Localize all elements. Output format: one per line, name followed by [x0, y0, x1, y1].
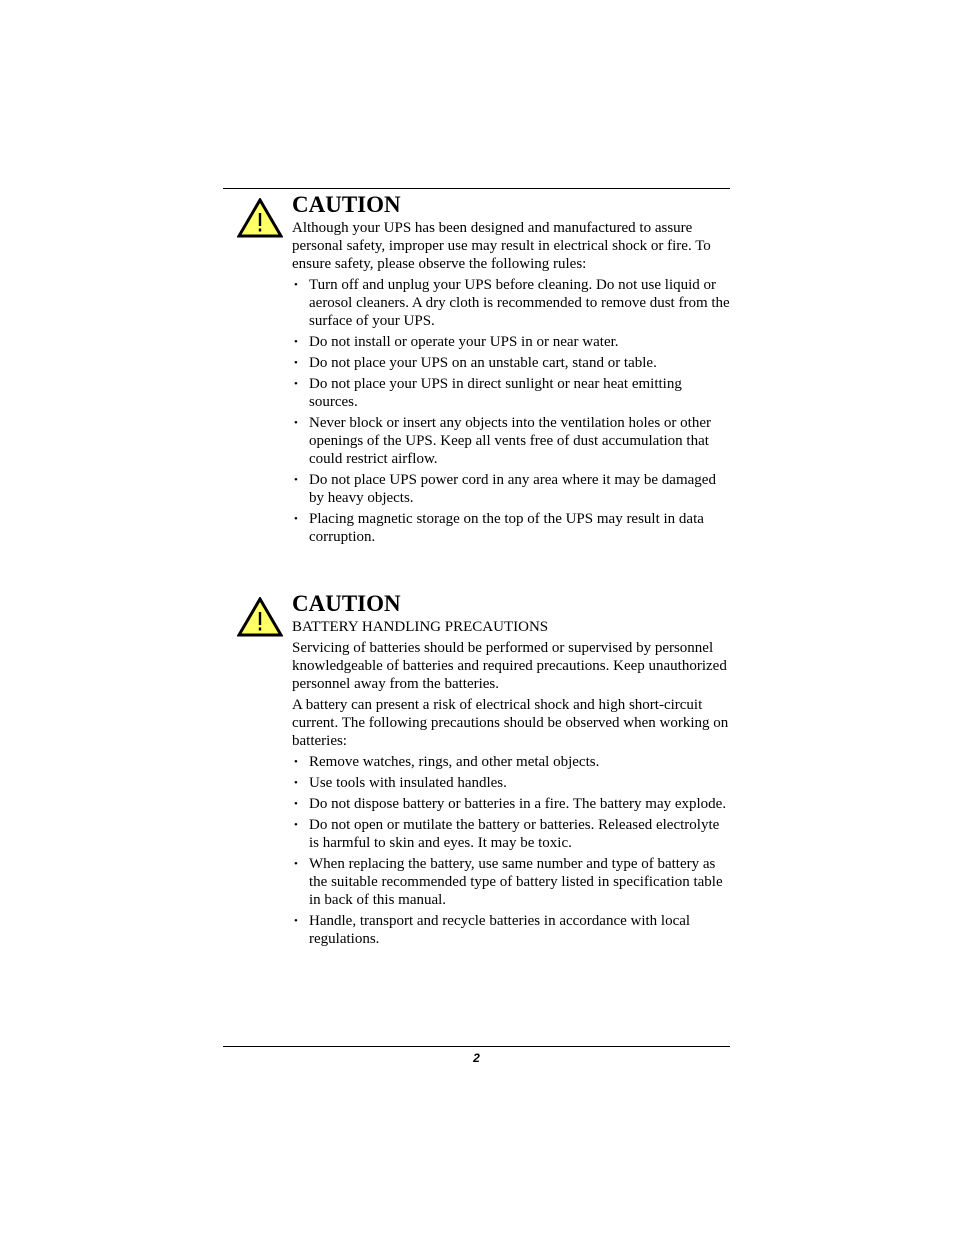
warning-triangle-icon [237, 597, 283, 637]
list-item: • Do not place UPS power cord in any area where it may be damaged by heavy objects. [294, 472, 716, 506]
list-item: • Do not place your UPS in direct sunlight or near heat emitting sources. [294, 376, 682, 410]
bottom-rule [223, 1046, 730, 1047]
caution-1-rules [292, 276, 732, 546]
caution-2-content [292, 589, 732, 951]
caution-1-content [292, 190, 732, 549]
bullet-icon: • [294, 858, 298, 870]
caution-2-subtitle: BATTERY HANDLING PRECAUTIONS [292, 619, 549, 635]
caution-1-title: CAUTION [292, 192, 401, 217]
bullet-icon: • [294, 474, 298, 486]
list-item: • Do not place your UPS on an unstable cart, stand or table. [294, 355, 657, 371]
bullet-icon: • [294, 819, 298, 831]
warning-triangle-icon [237, 198, 283, 238]
bullet-icon: • [294, 915, 298, 927]
bullet-icon: • [294, 756, 298, 768]
bullet-icon: • [294, 378, 298, 390]
bullet-icon: • [294, 357, 298, 369]
list-item: • Do not dispose battery or batteries in a fire. The battery may explode. [294, 796, 727, 812]
caution-2-paragraph-2: A battery can present a risk of electrical shock and high short-circuit current. The following precautions should be observed when working on batteries: [292, 697, 729, 749]
list-item: • Use tools with insulated handles. [294, 775, 507, 791]
list-item: • Do not open or mutilate the battery or batteries. Released electrolyte is harmful to skin and eyes. It may be toxic. [294, 817, 720, 851]
bullet-icon: • [294, 336, 298, 348]
list-item: • Placing magnetic storage on the top of the UPS may result in data corruption. [294, 511, 704, 545]
caution-2-paragraph-1: Servicing of batteries should be performed or supervised by personnel knowledgeable of batteries and required precautions. Keep unauthorized personnel away from the batteries. [292, 640, 727, 692]
list-item: • Do not install or operate your UPS in or near water. [294, 334, 619, 350]
list-item: • Never block or insert any objects into the ventilation holes or other openings of the UPS. Keep all vents free of dust accumulation that could restrict airflow. [294, 415, 711, 467]
list-item: • When replacing the battery, use same number and type of battery as the suitable recommended type of battery listed in specification table in back of this manual. [294, 856, 723, 908]
caution-2-rules [292, 753, 732, 948]
bullet-icon: • [294, 279, 298, 291]
page-number: 2 [473, 1051, 480, 1065]
caution-1-intro: Although your UPS has been designed and manufactured to assure personal safety, improper use may result in electrical shock or fire. To ensure safety, please observe the following rules: [292, 220, 711, 272]
bullet-icon: • [294, 417, 298, 429]
list-item: • Remove watches, rings, and other metal objects. [294, 754, 600, 770]
list-item: • Handle, transport and recycle batteries in accordance with local regulations. [294, 913, 691, 947]
bullet-icon: • [294, 777, 298, 789]
top-rule [223, 188, 730, 189]
bullet-icon: • [294, 513, 298, 525]
bullet-icon: • [294, 798, 298, 810]
caution-2-title: CAUTION [292, 591, 401, 616]
list-item: • Turn off and unplug your UPS before cleaning. Do not use liquid or aerosol cleaners. A dry cloth is recommended to remove dust from the surface of your UPS. [294, 277, 730, 329]
